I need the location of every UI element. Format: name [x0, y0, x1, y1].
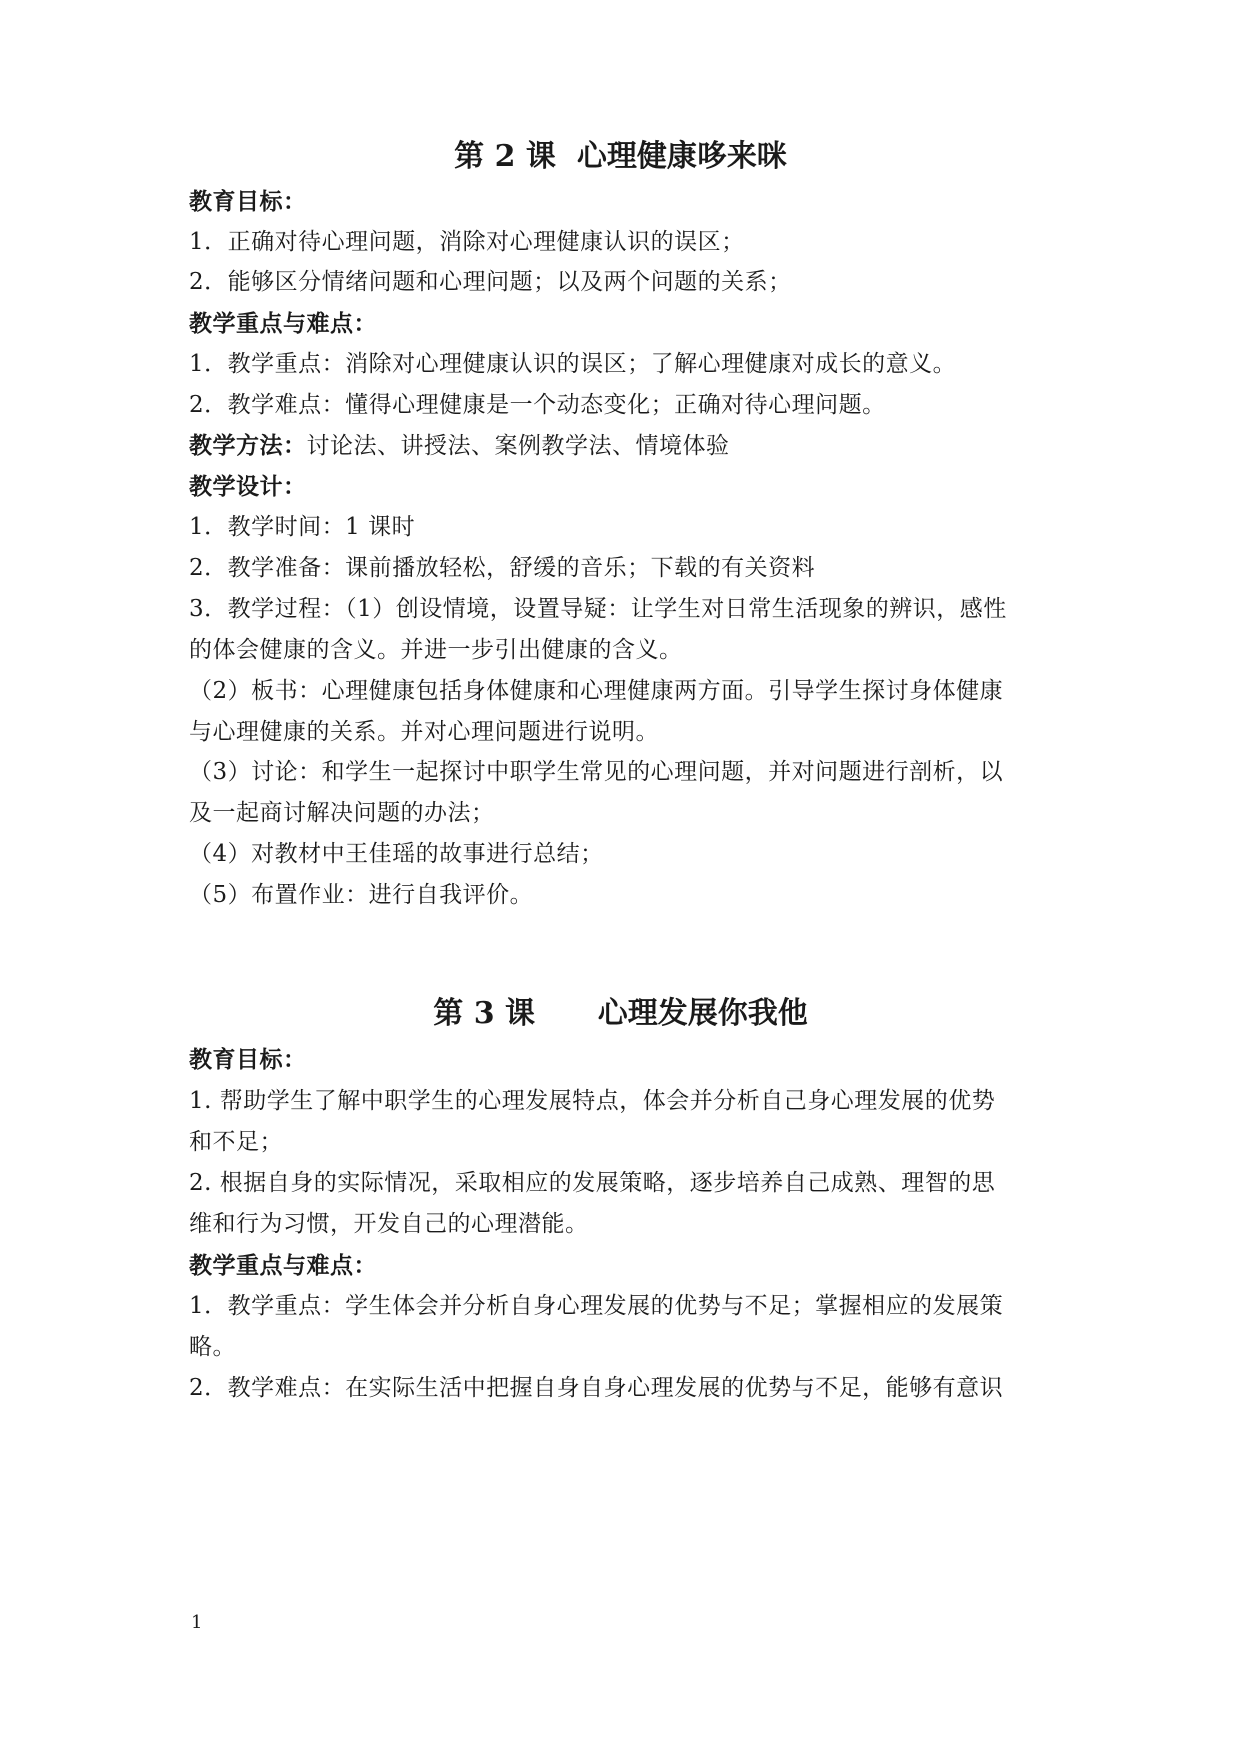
- lesson-2-step-5: （5）布置作业：进行自我评价。: [189, 882, 534, 908]
- lesson-2-design-1: 1．教学时间：1 课时: [189, 514, 416, 540]
- lesson-2-keypoint-2: 2．教学难点：懂得心理健康是一个动态变化；正确对待心理问题。: [189, 392, 886, 418]
- lesson-3-keypoint-1a: 1．教学重点：学生体会并分析自身心理发展的优势与不足；掌握相应的发展策: [189, 1293, 1004, 1319]
- lesson-3-keypoint-2a: 2．教学难点：在实际生活中把握自身自身心理发展的优势与不足，能够有意识: [189, 1375, 1004, 1401]
- lesson-2-keypoint-1: 1．教学重点：消除对心理健康认识的误区；了解心理健康对成长的意义。: [189, 351, 957, 377]
- lesson-2-step-3b: 及一起商讨解决问题的办法；: [189, 800, 495, 826]
- lesson-3-keypoints-heading: 教学重点与难点：: [189, 1252, 377, 1279]
- page-number: 1: [191, 1612, 203, 1633]
- lesson-3-goal-2b: 维和行为习惯，开发自己的心理潜能。: [189, 1211, 589, 1237]
- lesson-3-keypoint-1b: 略。: [189, 1334, 236, 1360]
- lesson-3-goal-1a: 1. 帮助学生了解中职学生的心理发展特点，体会并分析自己身心理发展的优势: [189, 1088, 996, 1114]
- lesson-2-design-3b: 的体会健康的含义。并进一步引出健康的含义。: [189, 637, 683, 663]
- lesson-2-goal-2: 2．能够区分情绪问题和心理问题；以及两个问题的关系；: [189, 269, 792, 295]
- lesson-2-step-2a: （2）板书：心理健康包括身体健康和心理健康两方面。引导学生探讨身体健康: [189, 678, 1004, 704]
- lesson-2-methods-text: 讨论法、讲授法、案例教学法、情境体验: [306, 433, 730, 459]
- lesson-3-title: 第 3 课 心理发展你我他: [433, 996, 808, 1031]
- lesson-2-goals-heading: 教育目标：: [189, 188, 307, 215]
- lesson-2-step-4: （4）对教材中王佳瑶的故事进行总结；: [189, 841, 604, 867]
- lesson-3-goals-heading: 教育目标：: [189, 1046, 307, 1073]
- lesson-2-goal-1: 1．正确对待心理问题，消除对心理健康认识的误区；: [189, 229, 745, 255]
- lesson-2-methods-label: 教学方法：: [189, 432, 307, 459]
- lesson-2-design-heading: 教学设计：: [189, 473, 307, 500]
- lesson-3-goal-2a: 2. 根据自身的实际情况，采取相应的发展策略，逐步培养自己成熟、理智的思: [189, 1170, 996, 1196]
- lesson-2-title: 第 2 课 心理健康哆来咪: [454, 139, 787, 174]
- lesson-2-step-2b: 与心理健康的关系。并对心理问题进行说明。: [189, 719, 659, 745]
- lesson-3-goal-1b: 和不足；: [189, 1129, 283, 1155]
- lesson-2-step-3a: （3）讨论：和学生一起探讨中职学生常见的心理问题，并对问题进行剖析，以: [189, 759, 1004, 785]
- lesson-2-design-3a: 3．教学过程：（1）创设情境，设置导疑：让学生对日常生活现象的辨识，感性: [189, 596, 1007, 622]
- lesson-2-keypoints-heading: 教学重点与难点：: [189, 310, 377, 337]
- lesson-2-methods: [189, 431, 1059, 461]
- lesson-2-design-2: 2．教学准备：课前播放轻松，舒缓的音乐；下载的有关资料: [189, 555, 816, 581]
